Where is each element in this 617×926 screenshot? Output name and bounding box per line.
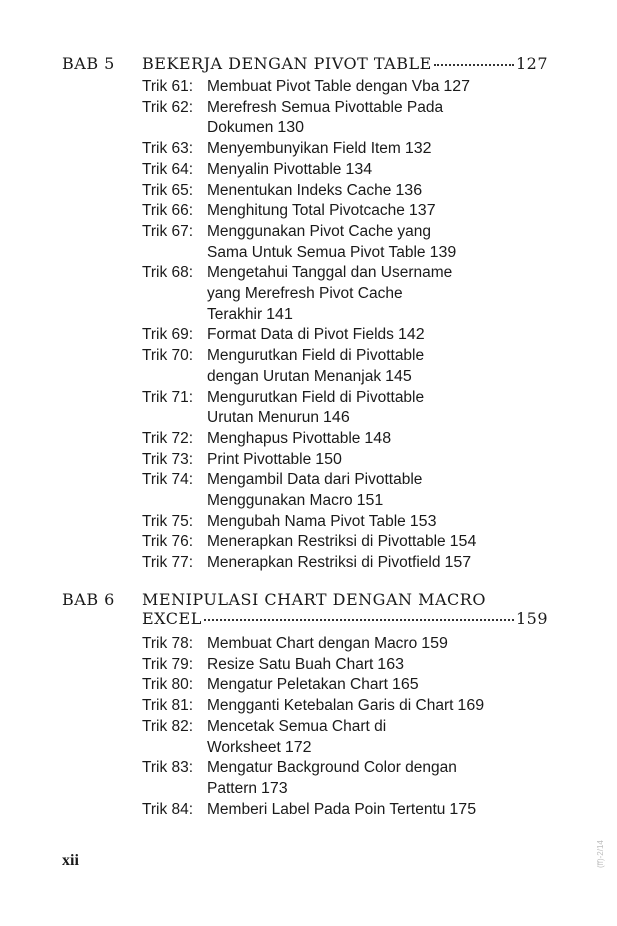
chapter-number: BAB 5 bbox=[62, 54, 115, 73]
toc-entry[interactable] bbox=[62, 139, 548, 160]
entry-label: Trik 78: bbox=[142, 635, 194, 652]
entry-title-line: Mengganti Ketebalan Garis di Chart bbox=[207, 697, 454, 715]
entry-page-number: 150 bbox=[315, 450, 342, 468]
entry-title-line: Print Pivottable bbox=[207, 450, 312, 468]
entry-title-line: Membuat Chart dengan Macro bbox=[207, 635, 418, 652]
entry-label: Trik 79: bbox=[142, 655, 194, 673]
chapter-title bbox=[142, 590, 548, 628]
toc-entry[interactable] bbox=[62, 512, 548, 533]
entry-title-line: Format Data di Pivot Fields bbox=[207, 326, 394, 344]
entry-page-number: 146 bbox=[323, 409, 350, 427]
toc-entry[interactable] bbox=[62, 758, 548, 799]
toc-entry[interactable] bbox=[62, 201, 548, 222]
entry-title-line: Mengurutkan Field di Pivottable bbox=[207, 347, 425, 365]
entry-label: Trik 83: bbox=[142, 759, 194, 777]
entry-title-line: Mengatur Peletakan Chart bbox=[207, 676, 388, 694]
entry-title-line: Sama Untuk Semua Pivot Table bbox=[207, 243, 426, 261]
entry-title-line: Pattern bbox=[207, 779, 257, 797]
entry-page-number: 127 bbox=[443, 78, 471, 95]
entry-page-number: 134 bbox=[345, 160, 373, 178]
entry-label: Trik 66: bbox=[142, 202, 194, 220]
toc-entry[interactable] bbox=[62, 717, 548, 758]
entry-title-line: Menentukan Indeks Cache bbox=[207, 181, 392, 199]
entry-title-line: Mengambil Data dari Pivottable bbox=[207, 471, 423, 489]
entry-title-line: Mengurutkan Field di Pivottable bbox=[207, 388, 425, 406]
entry-label: Trik 72: bbox=[142, 429, 194, 447]
entry-title-line: Membuat Pivot Table dengan Vba bbox=[207, 78, 440, 95]
entry-title-line: Mengetahui Tanggal dan Username bbox=[207, 264, 453, 282]
chapter-page-number: 159 bbox=[515, 609, 548, 628]
entry-title-line: Mencetak Semua Chart di bbox=[207, 717, 387, 735]
entry-label: Trik 64: bbox=[142, 160, 194, 178]
chapter-heading bbox=[62, 590, 548, 634]
entry-label: Trik 77: bbox=[142, 554, 194, 572]
entry-label: Trik 82: bbox=[142, 717, 194, 735]
entry-title-line: Menggunakan Macro bbox=[207, 492, 353, 510]
entry-title-line: Menghapus Pivottable bbox=[207, 429, 361, 447]
entry-title-line: Menyembunyikan Field Item bbox=[207, 140, 401, 158]
entry-title-line: dengan Urutan Menanjak bbox=[207, 367, 382, 385]
entry-label: Trik 75: bbox=[142, 512, 194, 530]
entry-page-number: 137 bbox=[408, 202, 436, 220]
toc-entry[interactable] bbox=[62, 222, 548, 263]
entry-label: Trik 63: bbox=[142, 140, 194, 158]
entry-label: Trik 70: bbox=[142, 347, 194, 365]
toc-entry[interactable] bbox=[62, 553, 548, 574]
chapter-title-line: BEKERJA DENGAN PIVOT TABLE bbox=[142, 54, 432, 73]
entry-page-number: 154 bbox=[449, 533, 477, 551]
page-number: xii bbox=[62, 852, 79, 869]
entry-title-line: Resize Satu Buah Chart bbox=[207, 655, 374, 673]
entry-label: Trik 62: bbox=[142, 98, 194, 116]
entry-page-number: 148 bbox=[364, 429, 392, 447]
entry-title-line: yang Merefresh Pivot Cache bbox=[207, 285, 403, 303]
entry-page-number: 142 bbox=[397, 326, 425, 344]
entry-title-line: Mengubah Nama Pivot Table bbox=[207, 512, 406, 530]
entry-title-line: Terakhir bbox=[207, 305, 263, 323]
entry-page-number: 165 bbox=[391, 676, 419, 694]
entry-page-number: 173 bbox=[260, 779, 288, 797]
toc-entry[interactable] bbox=[62, 429, 548, 450]
toc-entry[interactable] bbox=[62, 388, 548, 429]
entry-label: Trik 61: bbox=[142, 78, 194, 95]
toc-entry[interactable] bbox=[62, 532, 548, 553]
entry-page-number: 136 bbox=[395, 181, 423, 199]
toc-entry[interactable] bbox=[62, 696, 548, 717]
chapter-heading bbox=[62, 54, 548, 77]
entry-title-line: Memberi Label Pada Poin Tertentu bbox=[207, 800, 446, 818]
entry-label: Trik 76: bbox=[142, 533, 194, 551]
toc-entry[interactable] bbox=[62, 655, 548, 676]
toc-entry[interactable] bbox=[62, 634, 548, 655]
entry-page-number: 163 bbox=[377, 655, 404, 673]
entry-label: Trik 69: bbox=[142, 326, 194, 344]
toc-entry[interactable] bbox=[62, 675, 548, 696]
toc-entry[interactable] bbox=[62, 160, 548, 181]
toc-entry[interactable] bbox=[62, 263, 548, 325]
leader-dots bbox=[434, 64, 514, 66]
entry-page-number: 145 bbox=[385, 367, 412, 385]
entry-title-line: Worksheet bbox=[207, 738, 281, 756]
chapter-title-line: EXCEL bbox=[142, 609, 202, 628]
toc-entry[interactable] bbox=[62, 470, 548, 511]
leader-dots bbox=[204, 619, 514, 621]
entry-page-number: 141 bbox=[266, 305, 293, 323]
toc-entry[interactable] bbox=[62, 346, 548, 387]
entry-label: Trik 74: bbox=[142, 471, 194, 489]
entry-page-number: 159 bbox=[421, 635, 448, 652]
entry-label: Trik 81: bbox=[142, 697, 194, 715]
entry-title-line: Dokumen bbox=[207, 119, 274, 137]
entry-title-line: Merefresh Semua Pivottable Pada bbox=[207, 98, 444, 116]
toc-entry[interactable] bbox=[62, 98, 548, 139]
watermark: (ff)-2/14 bbox=[596, 840, 605, 868]
entry-page-number: 157 bbox=[444, 554, 472, 572]
chapter-section bbox=[62, 590, 548, 820]
entry-page-number: 130 bbox=[277, 119, 305, 137]
entry-label: Trik 80: bbox=[142, 676, 194, 694]
toc-entry[interactable] bbox=[62, 800, 548, 821]
entry-label: Trik 84: bbox=[142, 800, 194, 818]
entry-page-number: 139 bbox=[429, 243, 457, 261]
entry-label: Trik 65: bbox=[142, 181, 194, 199]
entry-title-line: Mengatur Background Color dengan bbox=[207, 759, 457, 777]
entry-page-number: 169 bbox=[457, 697, 485, 715]
entry-page-number: 132 bbox=[404, 140, 432, 158]
entry-title-line: Menyalin Pivottable bbox=[207, 160, 342, 178]
entry-title-line: Menggunakan Pivot Cache yang bbox=[207, 222, 432, 240]
entry-label: Trik 71: bbox=[142, 388, 194, 406]
entry-page-number: 172 bbox=[284, 738, 312, 756]
entry-title-line: Urutan Menurun bbox=[207, 409, 320, 427]
chapter-page-number: 127 bbox=[515, 54, 548, 73]
entry-page-number: 175 bbox=[449, 800, 477, 818]
entry-page-number: 153 bbox=[409, 512, 437, 530]
toc-entry[interactable] bbox=[62, 181, 548, 202]
chapter-section bbox=[62, 54, 548, 574]
entry-title-line: Menghitung Total Pivotcache bbox=[207, 202, 405, 220]
chapter-title bbox=[142, 54, 548, 73]
toc-entry[interactable] bbox=[62, 77, 548, 98]
chapter-number: BAB 6 bbox=[62, 590, 115, 609]
entry-label: Trik 67: bbox=[142, 222, 194, 240]
entry-page-number: 151 bbox=[356, 492, 384, 510]
toc-entry[interactable] bbox=[62, 325, 548, 346]
entry-title-line: Menerapkan Restriksi di Pivotfield bbox=[207, 554, 441, 572]
entry-title-line: Menerapkan Restriksi di Pivottable bbox=[207, 533, 446, 551]
chapter-title-line: MENIPULASI CHART DENGAN MACRO bbox=[142, 590, 486, 609]
toc-entry[interactable] bbox=[62, 450, 548, 471]
entry-label: Trik 68: bbox=[142, 264, 194, 282]
entry-label: Trik 73: bbox=[142, 450, 194, 468]
